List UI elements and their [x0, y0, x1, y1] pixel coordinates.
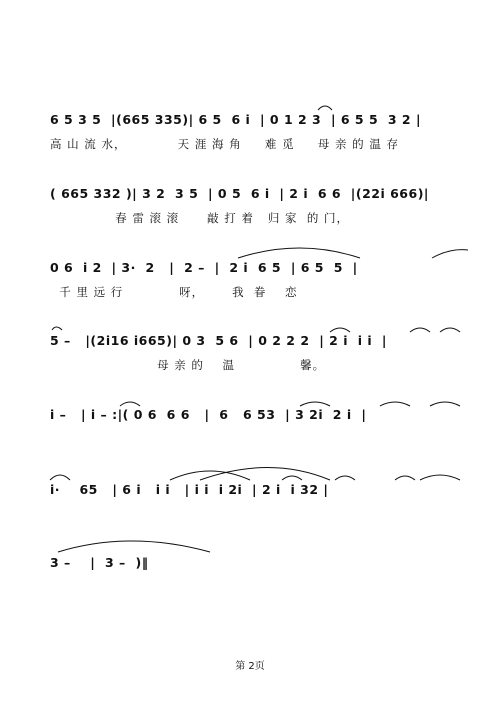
- notation-line-3: 0 6 i 2 | 3· 2 | 2 – | 2 i 6 5 | 6 5 5 |: [50, 260, 358, 275]
- notation-line-5: i – | i – :|( 0 6 6 6 | 6 6 53 | 3 2i 2 i |: [50, 407, 367, 422]
- notation-line-7: 3 – | 3 – )‖: [50, 555, 149, 570]
- lyrics-line-2: 春 雷 滚 滚 敲 打 着 归 家 的 门，: [50, 211, 349, 225]
- page-number: 第 2页: [235, 661, 265, 672]
- lyrics-line-3: 千 里 远 行 呀， 我 眷 恋: [50, 285, 298, 299]
- notation-line-6: i· 65 | 6 i i i | i i i 2i | 2 i i 32 |: [50, 482, 329, 497]
- lyrics-line-4: 母 亲 的 温 馨。: [50, 358, 326, 372]
- lyrics-line-1: 高 山 流 水， 天 涯 海 角 难 觅 母 亲 的 温 存: [50, 137, 399, 151]
- notation-line-4: 5 – |(2i16 i665)| 0 3 5 6 | 0 2 2 2 | 2 i i i |: [50, 333, 387, 348]
- notation-line-1: 6 5 3 5 |(665 335)| 6 5 6 i | 0 1 2 3 | 6 5 5 3 2 |: [50, 112, 422, 127]
- notation-line-2: ( 665 332 )| 3 2 3 5 | 0 5 6 i | 2 i 6 6 |(22i 666)|: [50, 186, 429, 201]
